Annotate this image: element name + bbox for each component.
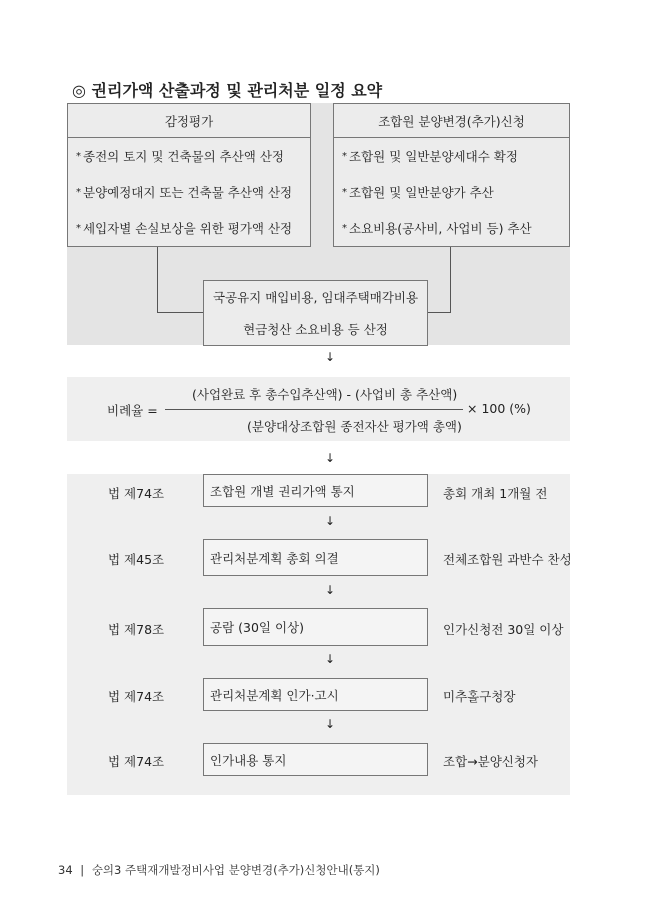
connector-line xyxy=(450,247,451,312)
cost-box xyxy=(203,280,428,346)
arrow-down-icon: ↓ xyxy=(324,717,336,731)
arrow-down-icon: ↓ xyxy=(324,583,336,597)
item-text: 조합원 및 일반분양가 추산 xyxy=(349,185,494,200)
appraisal-item xyxy=(68,174,310,210)
step-box: 인가내용 통지 xyxy=(203,743,428,776)
arrow-down-icon: ↓ xyxy=(324,514,336,528)
arrow-down-icon: ↓ xyxy=(324,350,336,364)
bullet: * xyxy=(342,222,347,234)
application-header: 조합원 분양변경(추가)신청 xyxy=(334,104,569,138)
appraisal-box xyxy=(67,103,311,247)
fraction-bar xyxy=(165,409,463,410)
bullet: * xyxy=(76,186,81,198)
cost-line: 현금청산 소요비용 등 산정 xyxy=(243,322,388,337)
formula-label: 비례율 = xyxy=(107,403,158,418)
bullet: * xyxy=(76,222,81,234)
connector-line xyxy=(427,312,451,313)
formula-multiplier: × 100 (%) xyxy=(467,401,531,416)
section-title: ◎ 권리가액 산출과정 및 관리처분 일정 요약 xyxy=(72,81,383,100)
step-note: 조합→분양신청자 xyxy=(443,754,538,769)
appraisal-item xyxy=(68,210,310,246)
connector-line xyxy=(157,312,203,313)
step-box: 관리처분계획 인가·고시 xyxy=(203,678,428,711)
formula-panel xyxy=(67,377,570,441)
law-label: 법 제74조 xyxy=(108,486,165,501)
cost-line: 국공유지 매입비용, 임대주택매각비용 xyxy=(212,290,419,305)
item-text: 세입자별 손실보상을 위한 평가액 산정 xyxy=(83,221,293,236)
page-number: 34 xyxy=(58,863,73,877)
bullet: * xyxy=(342,186,347,198)
step-box: 조합원 개별 권리가액 통지 xyxy=(203,474,428,507)
step-box: 공람 (30일 이상) xyxy=(203,608,428,646)
page-footer xyxy=(58,862,380,878)
step-note: 전체조합원 과반수 찬성 xyxy=(443,552,572,567)
arrow-down-icon: ↓ xyxy=(324,451,336,465)
law-label: 법 제45조 xyxy=(108,552,165,567)
step-note: 미추홀구청장 xyxy=(443,689,516,704)
footer-separator: | xyxy=(80,863,85,877)
law-label: 법 제78조 xyxy=(108,622,165,637)
formula-numerator: (사업완료 후 총수입추산액) - (사업비 총 추산액) xyxy=(192,387,458,402)
step-note: 인가신청전 30일 이상 xyxy=(443,622,564,637)
step-note: 총회 개최 1개월 전 xyxy=(443,486,548,501)
bullet: * xyxy=(76,150,81,162)
appraisal-item xyxy=(68,138,310,174)
law-label: 법 제74조 xyxy=(108,754,165,769)
formula-denominator: (분양대상조합원 종전자산 평가액 총액) xyxy=(247,419,462,434)
footer-text: 숭의3 주택재개발정비사업 분양변경(추가)신청안내(통지) xyxy=(91,863,380,877)
step-box: 관리처분계획 총회 의결 xyxy=(203,539,428,576)
connector-line xyxy=(157,247,158,312)
law-label: 법 제74조 xyxy=(108,689,165,704)
application-box xyxy=(333,103,570,247)
application-item xyxy=(334,210,569,246)
item-text: 종전의 토지 및 건축물의 추산액 산정 xyxy=(83,149,284,164)
item-text: 분양예정대지 또는 건축물 추산액 산정 xyxy=(83,185,293,200)
item-text: 조합원 및 일반분양세대수 확정 xyxy=(349,149,518,164)
appraisal-header: 감정평가 xyxy=(68,104,310,138)
arrow-down-icon: ↓ xyxy=(324,652,336,666)
application-item xyxy=(334,138,569,174)
bullet: * xyxy=(342,150,347,162)
item-text: 소요비용(공사비, 사업비 등) 추산 xyxy=(349,221,532,236)
application-item xyxy=(334,174,569,210)
